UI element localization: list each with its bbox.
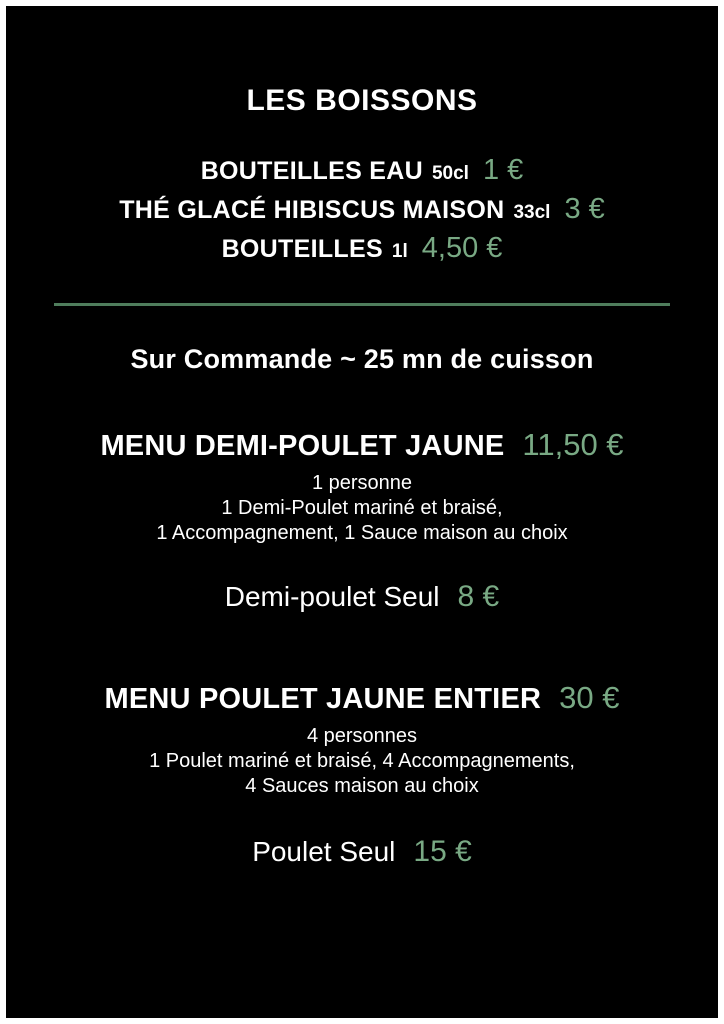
menu-price: 30 € — [559, 680, 620, 715]
drink-price: 4,50 € — [421, 232, 503, 264]
section-divider — [54, 303, 670, 306]
menu-description-line: 1 Poulet mariné et braisé, 4 Accompagnements, — [149, 750, 575, 772]
list-item — [6, 154, 718, 187]
single-item-price: 15 € — [413, 835, 472, 868]
drink-name: BOUTEILLES — [221, 235, 383, 263]
menu-price: 11,50 € — [522, 427, 624, 462]
drinks-list — [6, 154, 718, 265]
single-item-row — [6, 835, 718, 869]
single-item-name: Poulet Seul — [252, 836, 396, 867]
single-item-row — [6, 580, 718, 614]
menu-description — [6, 724, 718, 799]
drink-name: THÉ GLACÉ HIBISCUS MAISON — [119, 196, 505, 224]
menu-description-line: 4 Sauces maison au choix — [245, 775, 479, 797]
menu-item-poulet-entier — [6, 680, 718, 869]
drinks-section-title: LES BOISSONS — [246, 84, 478, 117]
drink-size: 1l — [391, 241, 408, 262]
menu-board — [6, 6, 718, 1018]
drink-size: 33cl — [513, 202, 551, 223]
menu-description-line: 1 Demi-Poulet mariné et braisé, — [221, 497, 503, 519]
drink-price: 1 € — [482, 154, 524, 186]
menu-title: MENU DEMI-POULET JAUNE — [100, 430, 505, 462]
menu-header — [6, 427, 718, 463]
list-item — [6, 232, 718, 265]
drink-size: 50cl — [431, 163, 469, 184]
menu-description-line: 1 personne — [311, 472, 413, 494]
menu-description-line: 4 personnes — [306, 725, 418, 747]
menu-item-demi-poulet — [6, 427, 718, 614]
order-note: Sur Commande ~ 25 mn de cuisson — [130, 344, 594, 374]
single-item-price: 8 € — [457, 580, 500, 613]
menu-title: MENU POULET JAUNE ENTIER — [104, 683, 542, 715]
menu-description — [6, 471, 718, 546]
list-item — [6, 193, 718, 226]
menu-header — [6, 680, 718, 716]
drink-price: 3 € — [564, 193, 605, 225]
drink-name: BOUTEILLES EAU — [200, 157, 423, 185]
menu-description-line: 1 Accompagnement, 1 Sauce maison au choix — [156, 522, 568, 544]
single-item-name: Demi-poulet Seul — [224, 581, 440, 612]
